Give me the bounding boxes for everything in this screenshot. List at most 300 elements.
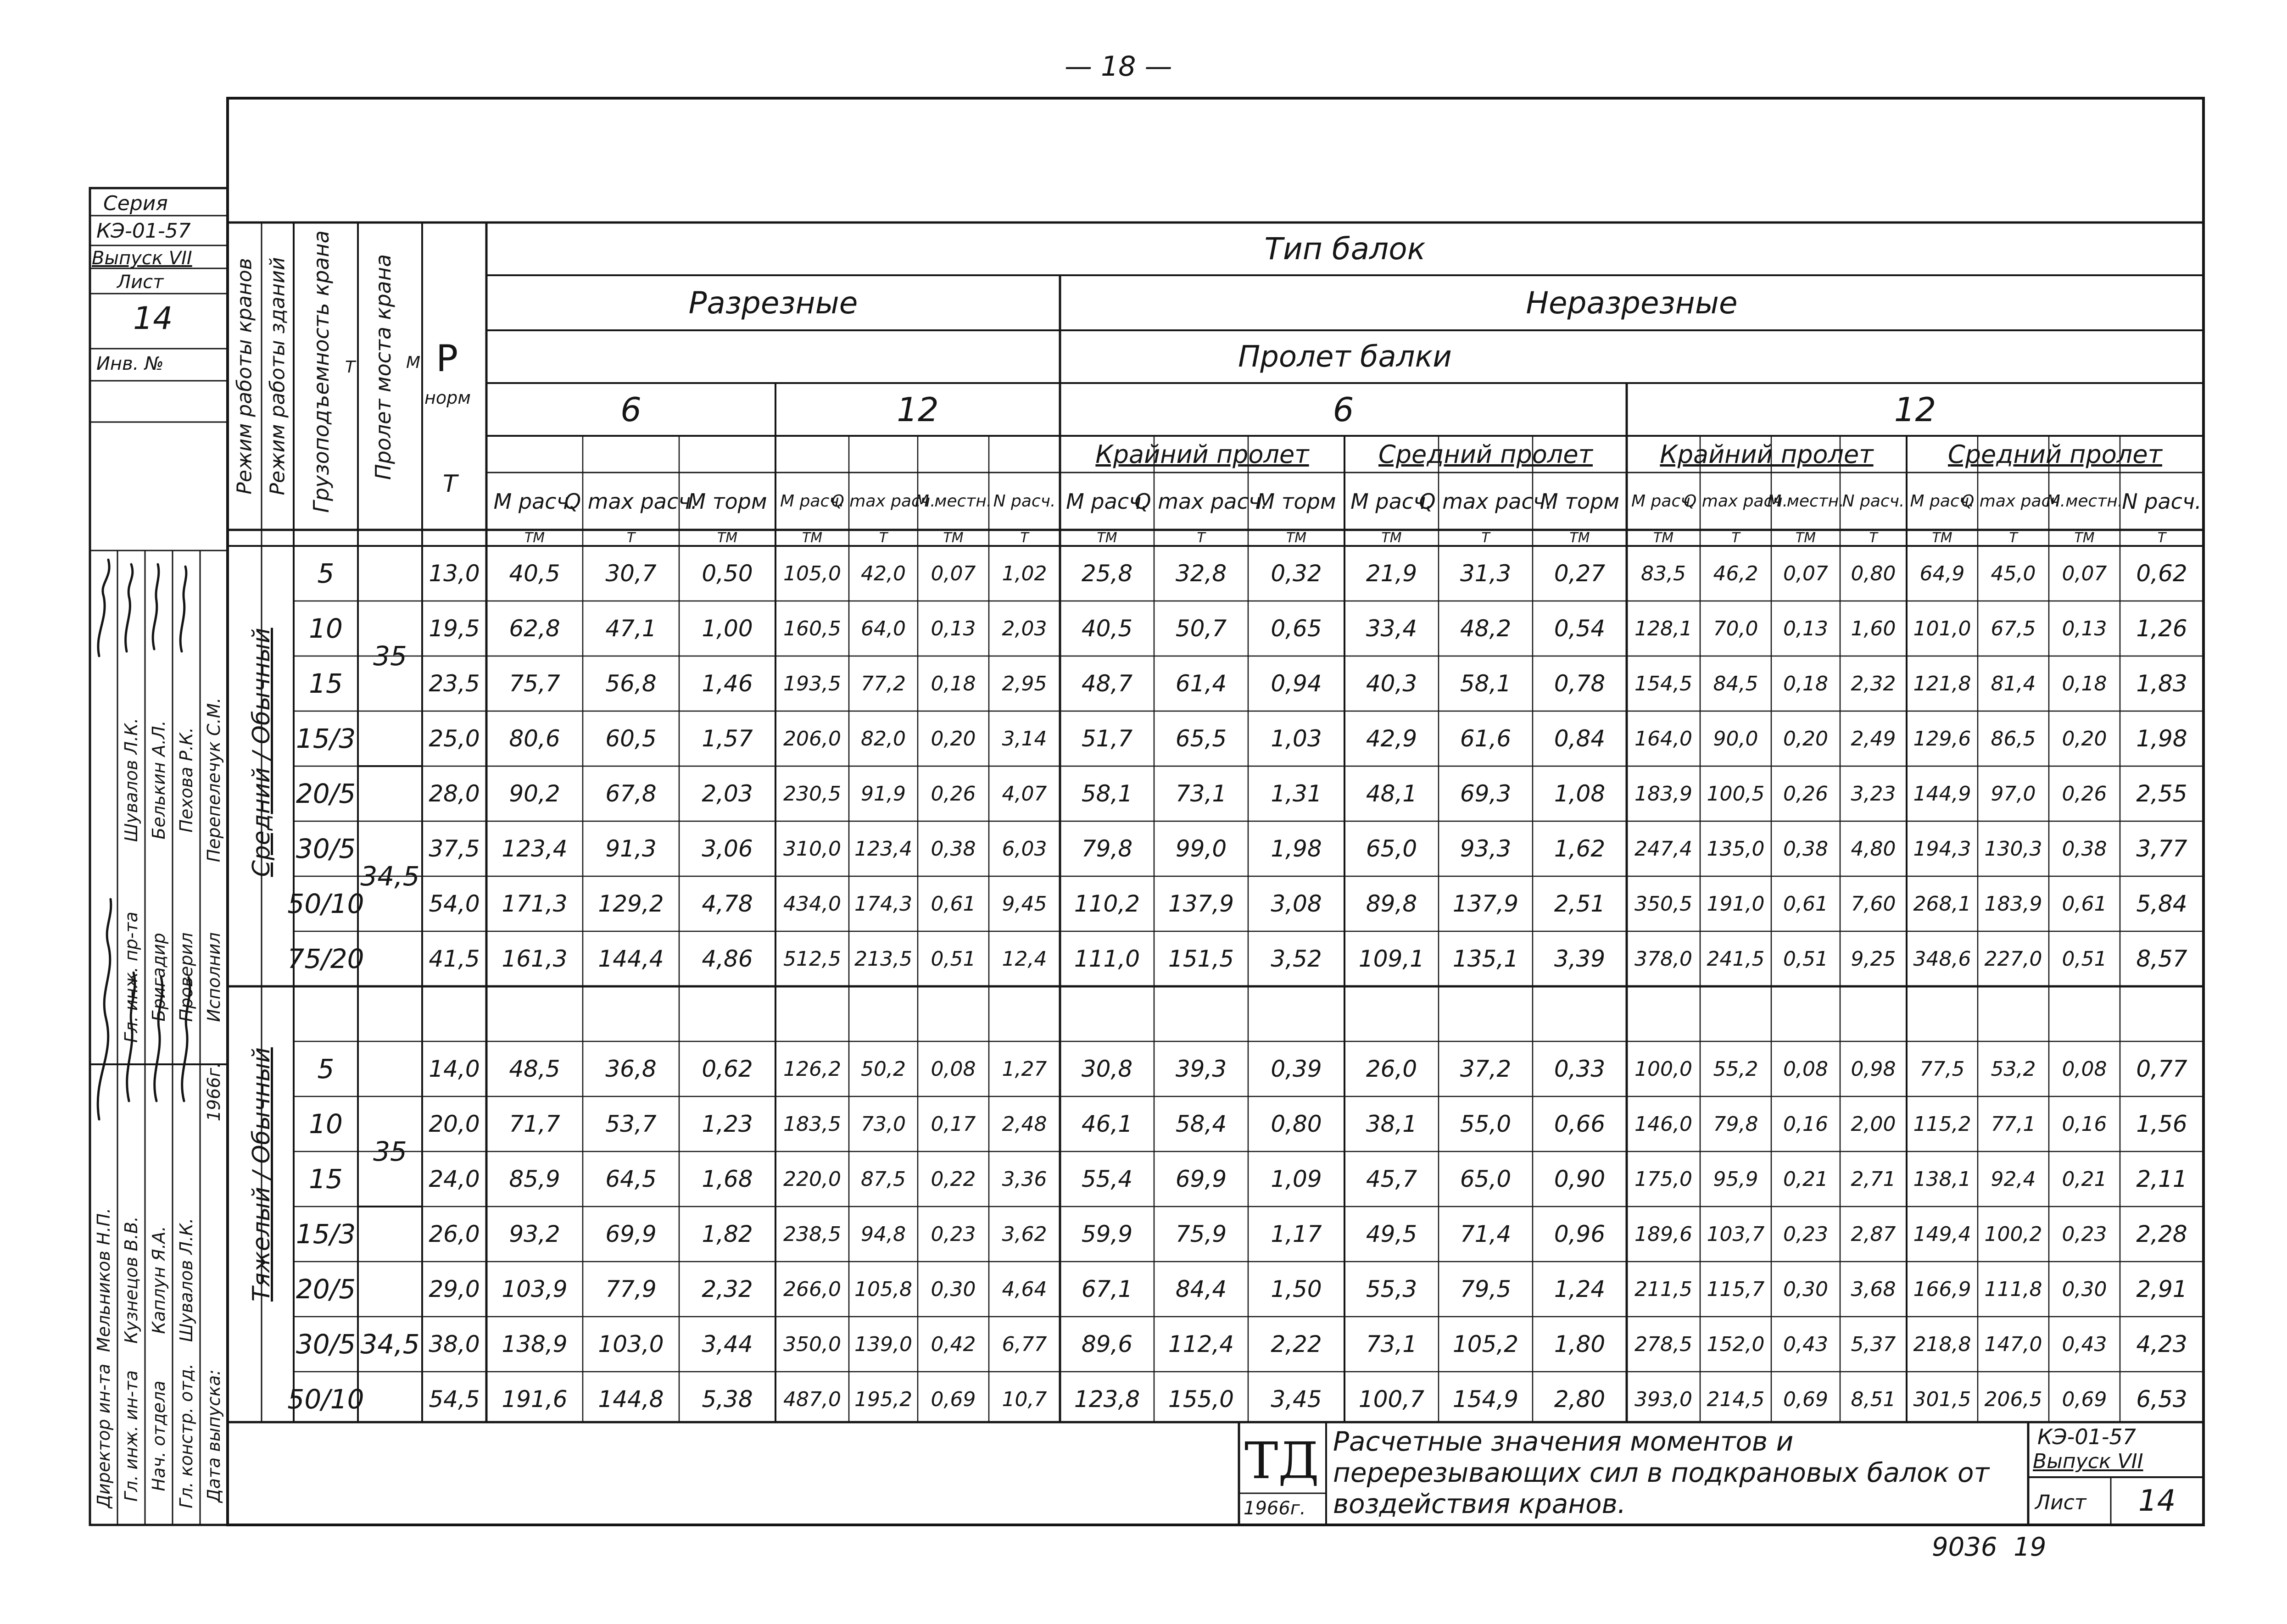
table-cell: 129,2	[598, 890, 664, 917]
series-code: КЭ-01-57	[96, 219, 191, 243]
table-cell: 139,0	[854, 1332, 912, 1356]
table-cell: 6,53	[2136, 1386, 2187, 1413]
table-cell: 64,5	[605, 1166, 657, 1192]
table-cell: 191,6	[502, 1386, 568, 1413]
table-cell: 80,6	[509, 725, 560, 752]
role-executed: Исполнил	[204, 932, 224, 1022]
table-cell: 0,30	[1783, 1277, 1828, 1301]
table-cell: 84,5	[1713, 672, 1758, 695]
table-cell: 1,50	[1271, 1276, 1322, 1302]
table-cell: 40,5	[509, 560, 560, 587]
capacity-cell: 15/3	[296, 1218, 356, 1250]
table-cell: 0,21	[2062, 1167, 2107, 1191]
table-cell: 46,2	[1713, 562, 1758, 585]
table-cell: 25,8	[1081, 560, 1133, 587]
table-cell: 0,69	[931, 1387, 976, 1411]
p-norm-cell: 20,0	[429, 1111, 480, 1137]
table-cell: 0,30	[2062, 1277, 2107, 1301]
table-cell: 58,1	[1460, 670, 1512, 697]
table-cell: 1,82	[702, 1221, 753, 1247]
table-cell: 21,9	[1366, 560, 1417, 587]
table-cell: 0,51	[1783, 947, 1828, 971]
span-split-6: 6	[620, 390, 641, 429]
column-unit: ТМ	[943, 530, 964, 546]
table-cell: 45,7	[1366, 1166, 1417, 1192]
table-cell: 147,0	[1984, 1332, 2042, 1356]
table-cell: 0,07	[1783, 562, 1828, 585]
table-cell: 105,2	[1452, 1331, 1519, 1357]
table-cell: 161,3	[502, 945, 568, 972]
table-cell: 49,5	[1366, 1221, 1417, 1247]
table-cell: 12,4	[1002, 947, 1047, 971]
table-cell: 160,5	[783, 617, 841, 640]
table-cell: 70,0	[1713, 617, 1758, 640]
column-unit: ТМ	[802, 530, 823, 546]
column-symbol: M местн.	[915, 492, 992, 511]
table-cell: 2,71	[1851, 1167, 1896, 1191]
bridge-span-cell: 35	[373, 640, 407, 672]
table-cell: 151,5	[1168, 945, 1234, 972]
table-cell: 4,64	[1002, 1277, 1047, 1301]
table-cell: 0,13	[1783, 617, 1828, 640]
table-cell: 0,38	[1783, 837, 1828, 861]
p-norm-cell: 23,5	[429, 670, 480, 697]
table-cell: 266,0	[783, 1277, 841, 1301]
table-cell: 26,0	[1366, 1056, 1417, 1082]
table-cell: 111,0	[1074, 945, 1140, 972]
table-cell: 69,3	[1460, 780, 1512, 807]
table-cell: 1,08	[1554, 780, 1606, 807]
table-cell: 94,8	[861, 1222, 906, 1246]
table-cell: 0,33	[1554, 1056, 1606, 1082]
table-cell: 1,98	[1271, 835, 1322, 862]
table-cell: 144,4	[598, 945, 664, 972]
p-norm-cell: 54,5	[429, 1386, 480, 1413]
table-cell: 3,08	[1271, 890, 1322, 917]
table-cell: 1,80	[1554, 1331, 1606, 1357]
table-cell: 130,3	[1984, 837, 2042, 861]
column-unit: Т	[626, 530, 636, 546]
table-cell: 129,6	[1913, 727, 1971, 751]
table-cell: 103,0	[598, 1331, 664, 1357]
column-symbol: Q max расч.	[831, 492, 936, 511]
table-cell: 0,43	[2062, 1332, 2107, 1356]
table-cell: 0,08	[2062, 1057, 2107, 1081]
table-cell: 0,38	[2062, 837, 2107, 861]
table-cell: 0,42	[931, 1332, 976, 1356]
header-split: Разрезные	[688, 285, 858, 321]
table-cell: 3,45	[1271, 1386, 1322, 1413]
table-cell: 0,18	[1783, 672, 1828, 695]
table-cell: 0,43	[1783, 1332, 1828, 1356]
column-symbol: Q max расч.	[1683, 492, 1788, 511]
table-cell: 0,23	[931, 1222, 976, 1246]
table-cell: 2,03	[702, 780, 753, 807]
table-cell: 3,52	[1271, 945, 1322, 972]
table-cell: 2,32	[1851, 672, 1896, 695]
table-cell: 61,4	[1175, 670, 1227, 697]
table-cell: 53,7	[605, 1111, 657, 1137]
table-cell: 64,9	[1919, 562, 1965, 585]
p-norm-cell: 19,5	[429, 615, 480, 642]
table-cell: 115,2	[1913, 1112, 1971, 1136]
table-cell: 154,9	[1452, 1386, 1519, 1413]
table-cell: 146,0	[1634, 1112, 1692, 1136]
page-number: — 18 —	[1065, 50, 1172, 83]
column-symbol: M торм	[1540, 489, 1620, 514]
table-cell: 65,0	[1460, 1166, 1512, 1192]
column-unit: Т	[1197, 530, 1205, 546]
table-cell: 58,1	[1081, 780, 1133, 807]
p-norm-cell: 14,0	[429, 1056, 480, 1082]
table-cell: 183,9	[1984, 892, 2042, 916]
table-cell: 2,87	[1851, 1222, 1896, 1246]
table-cell: 220,0	[783, 1167, 841, 1191]
table-cell: 138,9	[502, 1331, 568, 1357]
capacity-cell: 20/5	[296, 1274, 356, 1305]
header-capacity-unit: Т	[345, 358, 355, 377]
table-cell: 138,1	[1913, 1167, 1971, 1191]
table-cell: 77,5	[1919, 1057, 1965, 1081]
table-cell: 32,8	[1175, 560, 1227, 587]
name-checked: Пехова Р.К.	[176, 727, 196, 833]
issue-year: 1966г.	[204, 1062, 224, 1122]
table-cell: 0,69	[1783, 1387, 1828, 1411]
table-cell: 2,22	[1271, 1331, 1322, 1357]
table-cell: 149,4	[1913, 1222, 1971, 1246]
table-cell: 0,13	[931, 617, 976, 640]
table-cell: 144,8	[598, 1386, 664, 1413]
table-cell: 38,1	[1366, 1111, 1417, 1137]
table-cell: 90,0	[1713, 727, 1758, 751]
table-cell: 123,4	[854, 837, 912, 861]
table-cell: 60,5	[605, 725, 657, 752]
table-cell: 0,39	[1271, 1056, 1322, 1082]
table-cell: 0,84	[1554, 725, 1606, 752]
column-unit: Т	[879, 530, 888, 546]
header-crane-mode: Режим работы кранов	[233, 258, 257, 495]
table-cell: 268,1	[1913, 892, 1971, 916]
title-block-sheet-number: 14	[2138, 1484, 2176, 1518]
table-cell: 0,27	[1554, 560, 1606, 587]
column-symbol: M расч.	[780, 492, 844, 511]
table-cell: 3,06	[702, 835, 753, 862]
table-cell: 0,26	[931, 782, 976, 806]
p-norm-cell: 29,0	[429, 1276, 480, 1302]
table-cell: 93,2	[509, 1221, 560, 1247]
table-cell: 3,39	[1554, 945, 1606, 972]
table-cell: 56,8	[605, 670, 657, 697]
name-executed: Перепелечук С.М.	[204, 697, 224, 862]
table-cell: 86,5	[1991, 727, 2036, 751]
table-cell: 37,2	[1460, 1056, 1512, 1082]
table-cell: 79,8	[1081, 835, 1133, 862]
table-cell: 77,9	[605, 1276, 657, 1302]
table-cell: 0,61	[1783, 892, 1828, 916]
column-unit: Т	[1481, 530, 1490, 546]
table-cell: 1,03	[1271, 725, 1322, 752]
table-cell: 194,3	[1913, 837, 1971, 861]
span-cont-12: 12	[1894, 390, 1936, 429]
handwritten-signatures	[90, 551, 228, 1525]
table-cell: 65,0	[1366, 835, 1417, 862]
table-cell: 183,5	[783, 1112, 841, 1136]
table-cell: 0,65	[1271, 615, 1322, 642]
table-cell: 100,5	[1707, 782, 1765, 806]
bridge-span-cell: 34,5	[360, 861, 420, 892]
table-cell: 89,6	[1081, 1331, 1133, 1357]
table-cell: 61,6	[1460, 725, 1512, 752]
table-cell: 301,5	[1913, 1387, 1971, 1411]
table-cell: 40,5	[1081, 615, 1133, 642]
table-cell: 2,32	[702, 1276, 753, 1302]
table-cell: 1,09	[1271, 1166, 1322, 1192]
capacity-cell: 20/5	[296, 778, 356, 809]
table-cell: 1,17	[1271, 1221, 1322, 1247]
table-cell: 1,31	[1271, 780, 1322, 807]
table-cell: 75,9	[1175, 1221, 1227, 1247]
table-cell: 81,4	[1991, 672, 2036, 695]
outer-span-6: Крайний пролет	[1095, 439, 1309, 469]
table-cell: 0,80	[1271, 1111, 1322, 1137]
table-cell: 0,77	[2136, 1056, 2187, 1082]
column-unit: ТМ	[1932, 530, 1952, 546]
column-unit: ТМ	[1569, 530, 1590, 546]
bridge-span-cell: 34,5	[360, 1329, 420, 1360]
column-symbol: M расч.	[1066, 489, 1148, 514]
column-unit: Т	[1869, 530, 1878, 546]
column-unit: Т	[2009, 530, 2018, 546]
table-cell: 0,94	[1271, 670, 1322, 697]
table-cell: 100,0	[1634, 1057, 1692, 1081]
table-cell: 90,2	[509, 780, 560, 807]
table-cell: 2,11	[2136, 1166, 2187, 1192]
table-cell: 99,0	[1175, 835, 1227, 862]
p-norm-cell: 24,0	[429, 1166, 480, 1192]
table-cell: 166,9	[1913, 1277, 1971, 1301]
table-cell: 71,4	[1460, 1221, 1512, 1247]
middle-span-6: Средний пролет	[1378, 439, 1593, 469]
issue-label: Выпуск VII	[92, 248, 192, 269]
capacity-cell: 15/3	[296, 723, 356, 754]
table-cell: 2,55	[2136, 780, 2187, 807]
capacity-cell: 10	[309, 613, 343, 644]
series-label: Серия	[103, 192, 168, 215]
table-cell: 1,57	[702, 725, 753, 752]
table-cell: 4,23	[2136, 1331, 2187, 1357]
table-cell: 214,5	[1707, 1387, 1765, 1411]
table-cell: 350,0	[783, 1332, 841, 1356]
table-cell: 0,18	[931, 672, 976, 695]
column-unit: Т	[2157, 530, 2166, 546]
table-cell: 0,08	[1783, 1057, 1828, 1081]
table-cell: 189,6	[1634, 1222, 1692, 1246]
table-cell: 42,9	[1366, 725, 1417, 752]
column-symbol: M расч.	[1631, 492, 1696, 511]
table-cell: 1,98	[2136, 725, 2187, 752]
role-brigadier: Бригадир	[149, 933, 169, 1022]
column-symbol: N расч.	[993, 492, 1056, 511]
table-cell: 0,61	[931, 892, 976, 916]
table-cell: 1,00	[702, 615, 753, 642]
title-block-sheet-label: Лист	[2035, 1491, 2086, 1514]
table-cell: 171,3	[502, 890, 568, 917]
table-cell: 39,3	[1175, 1056, 1227, 1082]
table-cell: 50,7	[1175, 615, 1227, 642]
table-cell: 91,3	[605, 835, 657, 862]
name-chief-constructor: Шувалов Л.К.	[176, 1218, 196, 1342]
table-cell: 137,9	[1452, 890, 1519, 917]
table-cell: 512,5	[783, 947, 841, 971]
p-norm-cell: 28,0	[429, 780, 480, 807]
table-cell: 82,0	[861, 727, 906, 751]
table-cell: 0,96	[1554, 1221, 1606, 1247]
table-cell: 30,7	[605, 560, 657, 587]
column-symbol: M местн.	[1767, 492, 1844, 511]
column-unit: ТМ	[1097, 530, 1117, 546]
table-cell: 2,91	[2136, 1276, 2187, 1302]
capacity-cell: 10	[309, 1108, 343, 1140]
table-cell: 2,95	[1002, 672, 1047, 695]
table-cell: 100,2	[1984, 1222, 2042, 1246]
table-cell: 5,84	[2136, 890, 2187, 917]
table-cell: 48,7	[1081, 670, 1133, 697]
name-brigadier: Белькин А.Л.	[149, 720, 169, 840]
table-cell: 3,36	[1002, 1167, 1047, 1191]
table-cell: 46,1	[1081, 1111, 1133, 1137]
table-cell: 87,5	[861, 1167, 906, 1191]
table-cell: 0,17	[931, 1112, 976, 1136]
column-symbol: Q max расч.	[1134, 489, 1268, 514]
column-unit: ТМ	[1795, 530, 1816, 546]
title-block-issue: Выпуск VII	[2033, 1450, 2143, 1473]
table-cell: 77,1	[1991, 1112, 2036, 1136]
table-cell: 0,22	[931, 1167, 976, 1191]
table-cell: 193,5	[783, 672, 841, 695]
table-cell: 58,4	[1175, 1111, 1227, 1137]
table-cell: 73,1	[1175, 780, 1227, 807]
table-cell: 218,8	[1913, 1332, 1971, 1356]
table-cell: 50,2	[861, 1057, 906, 1081]
table-cell: 1,62	[1554, 835, 1606, 862]
table-cell: 105,0	[783, 562, 841, 585]
table-cell: 0,50	[702, 560, 753, 587]
table-cell: 95,9	[1713, 1167, 1758, 1191]
table-cell: 247,4	[1634, 837, 1692, 861]
table-cell: 0,69	[2062, 1387, 2107, 1411]
bridge-span-cell: 35	[373, 1136, 407, 1167]
table-cell: 241,5	[1707, 947, 1765, 971]
p-norm-cell: 41,5	[429, 945, 480, 972]
table-cell: 230,5	[783, 782, 841, 806]
table-cell: 1,56	[2136, 1111, 2187, 1137]
table-cell: 206,0	[783, 727, 841, 751]
column-unit: Т	[1731, 530, 1740, 546]
role-director: Директор ин-та	[94, 1363, 114, 1508]
table-cell: 211,5	[1634, 1277, 1692, 1301]
column-unit: ТМ	[1286, 530, 1307, 546]
column-unit: Т	[1020, 530, 1029, 546]
table-cell: 0,13	[2062, 617, 2107, 640]
table-cell: 101,0	[1913, 617, 1971, 640]
table-cell: 1,60	[1851, 617, 1896, 640]
p-norm-cell: 13,0	[429, 560, 480, 587]
table-cell: 0,07	[931, 562, 976, 585]
table-cell: 1,24	[1554, 1276, 1606, 1302]
table-cell: 0,18	[2062, 672, 2107, 695]
table-cell: 48,5	[509, 1056, 560, 1082]
table-cell: 0,16	[1783, 1112, 1828, 1136]
header-p-unit: Т	[443, 470, 457, 498]
column-symbol: Q max расч.	[1961, 492, 2066, 511]
table-cell: 110,2	[1074, 890, 1140, 917]
table-cell: 40,3	[1366, 670, 1417, 697]
table-cell: 73,1	[1366, 1331, 1417, 1357]
table-cell: 174,3	[854, 892, 912, 916]
capacity-cell: 5	[317, 558, 335, 589]
table-cell: 112,4	[1168, 1331, 1234, 1357]
table-cell: 65,5	[1175, 725, 1227, 752]
table-cell: 2,03	[1002, 617, 1047, 640]
table-cell: 191,0	[1707, 892, 1765, 916]
table-cell: 9,45	[1002, 892, 1047, 916]
table-cell: 69,9	[1175, 1166, 1227, 1192]
table-cell: 0,78	[1554, 670, 1606, 697]
table-cell: 487,0	[783, 1387, 841, 1411]
table-cell: 0,32	[1271, 560, 1322, 587]
table-cell: 3,23	[1851, 782, 1896, 806]
table-cell: 195,2	[854, 1387, 912, 1411]
column-unit: ТМ	[717, 530, 738, 546]
table-cell: 69,9	[605, 1221, 657, 1247]
table-cell: 238,5	[783, 1222, 841, 1246]
table-cell: 278,5	[1634, 1332, 1692, 1356]
table-cell: 155,0	[1168, 1386, 1234, 1413]
table-cell: 3,68	[1851, 1277, 1896, 1301]
table-cell: 183,9	[1634, 782, 1692, 806]
table-cell: 75,7	[509, 670, 560, 697]
table-cell: 55,0	[1460, 1111, 1512, 1137]
table-cell: 79,5	[1460, 1276, 1512, 1302]
column-symbol: M расч.	[1910, 492, 1975, 511]
table-cell: 8,51	[1851, 1387, 1896, 1411]
p-norm-cell: 38,0	[429, 1331, 480, 1357]
table-cell: 55,3	[1366, 1276, 1417, 1302]
table-cell: 121,8	[1913, 672, 1971, 695]
column-symbol: Q max расч.	[1419, 489, 1552, 514]
table-cell: 135,0	[1707, 837, 1765, 861]
table-cell: 77,2	[861, 672, 906, 695]
title-block-series: КЭ-01-57	[2037, 1424, 2136, 1449]
table-cell: 51,7	[1081, 725, 1133, 752]
table-cell: 2,51	[1554, 890, 1606, 917]
column-unit: ТМ	[1381, 530, 1402, 546]
capacity-cell: 15	[309, 668, 343, 699]
table-cell: 115,7	[1707, 1277, 1765, 1301]
table-cell: 137,9	[1168, 890, 1234, 917]
header-building-mode: Режим работы зданий	[266, 257, 290, 495]
table-cell: 126,2	[783, 1057, 841, 1081]
table-cell: 3,44	[702, 1331, 753, 1357]
table-cell: 0,23	[2062, 1222, 2107, 1246]
header-bridge-unit: М	[406, 353, 421, 372]
table-cell: 0,30	[931, 1277, 976, 1301]
table-cell: 71,7	[509, 1111, 560, 1137]
table-cell: 100,7	[1358, 1386, 1425, 1413]
table-cell: 123,4	[502, 835, 568, 862]
table-cell: 5,38	[702, 1386, 753, 1413]
table-cell: 84,4	[1175, 1276, 1227, 1302]
